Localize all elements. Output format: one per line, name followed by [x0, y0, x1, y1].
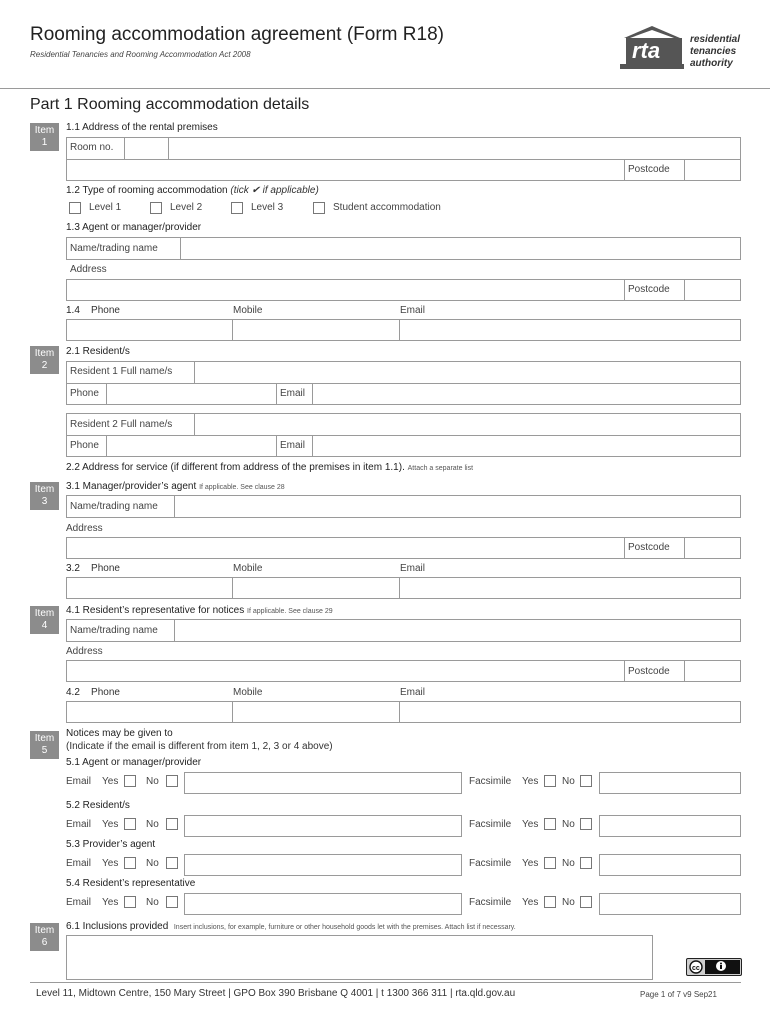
rta-mark: rta [632, 38, 661, 63]
item-1-tag: Item 1 [30, 123, 59, 151]
agent-mobile-label: Mobile [233, 305, 263, 316]
notice-5-1-fax-label: Facsimile [469, 776, 512, 787]
section-2-2-label: 2.2 Address for service (if different from address of the premises in item 1.1). Attach a separate list [66, 462, 474, 473]
managers-agent-postcode-divider [624, 537, 625, 559]
notice-5-2-fax-field[interactable] [599, 815, 741, 837]
section-1-2-label: 1.2 Type of rooming accommodation (tick ✔ if applicable) [66, 185, 319, 196]
notice-5-1-email-no-checkbox[interactable] [166, 775, 178, 787]
notice-5-2-label: 5.2 Resident/s [66, 800, 130, 811]
resident-2-label: Resident 2 Full name/s [70, 419, 173, 430]
resident-1-email-label: Email [280, 388, 306, 399]
notice-5-2-fax-label: Facsimile [469, 819, 512, 830]
managers-agent-contact-divider-2 [399, 577, 400, 599]
notice-5-2-email-field[interactable] [184, 815, 462, 837]
resident-2-email-divider-2 [312, 435, 313, 457]
act-subtitle: Residential Tenancies and Rooming Accommodation Act 2008 [30, 50, 251, 59]
notice-5-1-email-no-label: No [146, 776, 159, 787]
notice-5-3-fax-yes-checkbox[interactable] [544, 857, 556, 869]
notice-5-4-fax-field[interactable] [599, 893, 741, 915]
notice-5-4-email-label: Email [66, 897, 92, 908]
form-title: Rooming accommodation agreement (Form R18) [30, 24, 444, 45]
resident-1-email-divider [276, 383, 277, 405]
room-no-divider-2 [168, 137, 169, 159]
postcode-divider-2 [684, 159, 685, 181]
managers-agent-contact-divider-1 [232, 577, 233, 599]
notice-5-1-email-yes-label: Yes [102, 776, 119, 787]
notices-heading: Notices may be given to [66, 728, 173, 739]
notice-5-4-fax-yes-checkbox[interactable] [544, 896, 556, 908]
notice-5-4-email-yes-label: Yes [102, 897, 119, 908]
item-4-tag: Item 4 [30, 606, 59, 634]
premises-address-divider [66, 159, 741, 160]
notice-5-2-fax-yes-checkbox[interactable] [544, 818, 556, 830]
notice-5-3-email-field[interactable] [184, 854, 462, 876]
notice-5-2-email-yes-checkbox[interactable] [124, 818, 136, 830]
level-3-label: Level 3 [251, 202, 284, 213]
notice-5-3-email-yes-checkbox[interactable] [124, 857, 136, 869]
item-2-tag: Item 2 [30, 346, 59, 374]
representative-postcode-divider [624, 660, 625, 682]
notice-5-2-email-label: Email [66, 819, 92, 830]
section-4-2-label: 4.2 Phone [66, 687, 120, 698]
notice-5-1-label: 5.1 Agent or manager/provider [66, 757, 202, 768]
agent-postcode-divider [624, 279, 625, 301]
postcode-divider [624, 159, 625, 181]
inclusions-field[interactable] [66, 935, 653, 980]
notice-5-3-fax-field[interactable] [599, 854, 741, 876]
resident-2-phone-label: Phone [70, 440, 99, 451]
resident-1-divider [66, 383, 741, 384]
managers-agent-postcode-divider-2 [684, 537, 685, 559]
notice-5-1-fax-no-checkbox[interactable] [580, 775, 592, 787]
section-3-1-label: 3.1 Manager/provider’s agent If applicable. See clause 28 [66, 481, 285, 492]
notice-5-4-email-no-label: No [146, 897, 159, 908]
managers-agent-name-label: Name/trading name [70, 501, 158, 512]
section-1-1-label: 1.1 Address of the rental premises [66, 122, 218, 133]
notice-5-4-fax-label: Facsimile [469, 897, 512, 908]
notices-subheading: (Indicate if the email is different from item 1, 2, 3 or 4 above) [66, 741, 333, 752]
notice-5-4-fax-no-checkbox[interactable] [580, 896, 592, 908]
section-6-1-label: 6.1 Inclusions provided Insert inclusions, for example, furniture or other household goods let with the premises. Attach list if necessary. [66, 921, 516, 932]
resident-1-name-divider [194, 361, 195, 383]
notice-5-4-fax-no-label: No [562, 897, 575, 908]
section-1-3-label: 1.3 Agent or manager/provider [66, 222, 202, 233]
notice-5-1-fax-field[interactable] [599, 772, 741, 794]
item-3-tag: Item 3 [30, 482, 59, 510]
room-no-divider [124, 137, 125, 159]
notice-5-4-email-yes-checkbox[interactable] [124, 896, 136, 908]
notice-5-3-email-no-checkbox[interactable] [166, 857, 178, 869]
managers-agent-name-field[interactable] [66, 495, 741, 518]
notice-5-4-email-field[interactable] [184, 893, 462, 915]
level-2-checkbox[interactable] [150, 202, 162, 214]
notice-5-1-fax-no-label: No [562, 776, 575, 787]
notice-5-3-fax-no-checkbox[interactable] [580, 857, 592, 869]
representative-name-field[interactable] [66, 619, 741, 642]
form-code: (Form R18) [346, 24, 444, 45]
notice-5-3-fax-yes-label: Yes [522, 858, 539, 869]
resident-2-email-divider [276, 435, 277, 457]
agent-postcode-label: Postcode [628, 284, 670, 295]
representative-postcode-label: Postcode [628, 666, 670, 677]
section-4-1-label: 4.1 Resident’s representative for notices If applicable. See clause 29 [66, 605, 333, 616]
notice-5-2-email-no-label: No [146, 819, 159, 830]
resident-2-email-label: Email [280, 440, 306, 451]
resident-2-name-divider [194, 413, 195, 435]
notice-5-4-label: 5.4 Resident’s representative [66, 878, 196, 889]
notice-5-4-fax-yes-label: Yes [522, 897, 539, 908]
notice-5-1-fax-yes-label: Yes [522, 776, 539, 787]
managers-agent-contact-field[interactable] [66, 577, 741, 599]
header-divider [0, 88, 770, 89]
managers-agent-postcode-label: Postcode [628, 542, 670, 553]
notice-5-2-email-yes-label: Yes [102, 819, 119, 830]
notice-5-3-fax-label: Facsimile [469, 858, 512, 869]
agent-address-label: Address [70, 264, 107, 275]
agent-contact-field[interactable] [66, 319, 741, 341]
notice-5-1-email-yes-checkbox[interactable] [124, 775, 136, 787]
level-2-label: Level 2 [170, 202, 203, 213]
resident-1-phone-label: Phone [70, 388, 99, 399]
notice-5-3-email-no-label: No [146, 858, 159, 869]
agent-email-label: Email [400, 305, 426, 316]
managers-agent-name-divider [174, 495, 175, 518]
notice-5-1-fax-yes-checkbox[interactable] [544, 775, 556, 787]
notice-5-2-fax-yes-label: Yes [522, 819, 539, 830]
svg-text:cc: cc [692, 965, 700, 972]
resident-1-phone-divider [106, 383, 107, 405]
student-accommodation-checkbox[interactable] [313, 202, 325, 214]
representative-contact-field[interactable] [66, 701, 741, 723]
representative-address-label: Address [66, 646, 103, 657]
section-2-1-label: 2.1 Resident/s [66, 346, 130, 357]
rta-logo [618, 24, 742, 74]
postcode-label: Postcode [628, 164, 670, 175]
logo-line-1: residential [690, 34, 741, 45]
student-accommodation-label: Student accommodation [333, 202, 441, 213]
notice-5-1-email-field[interactable] [184, 772, 462, 794]
notice-5-3-email-label: Email [66, 858, 92, 869]
managers-agent-mobile-label: Mobile [233, 563, 263, 574]
level-1-label: Level 1 [89, 202, 122, 213]
logo-line-2: tenancies [690, 46, 737, 57]
representative-mobile-label: Mobile [233, 687, 263, 698]
resident-2-divider [66, 435, 741, 436]
section-3-2-label: 3.2 Phone [66, 563, 120, 574]
logo-line-3: authority [690, 58, 733, 69]
notice-5-1-email-label: Email [66, 776, 92, 787]
representative-contact-divider-1 [232, 701, 233, 723]
level-3-checkbox[interactable] [231, 202, 243, 214]
item-5-tag: Item 5 [30, 731, 59, 759]
resident-1-email-divider-2 [312, 383, 313, 405]
notice-5-3-label: 5.3 Provider’s agent [66, 839, 156, 850]
managers-agent-address-label: Address [66, 523, 103, 534]
footer-address: Level 11, Midtown Centre, 150 Mary Street | GPO Box 390 Brisbane Q 4001 | t 1300 366 311 | rta.qld.gov.au [36, 988, 516, 999]
notice-5-4-email-no-checkbox[interactable] [166, 896, 178, 908]
representative-name-label: Name/trading name [70, 625, 158, 636]
agent-name-field[interactable] [66, 237, 741, 260]
notice-5-3-fax-no-label: No [562, 858, 575, 869]
resident-2-phone-divider [106, 435, 107, 457]
section-1-4-label: 1.4 Phone [66, 305, 120, 316]
notice-5-2-fax-no-label: No [562, 819, 575, 830]
resident-1-label: Resident 1 Full name/s [70, 366, 173, 377]
item-6-tag: Item 6 [30, 923, 59, 951]
agent-name-label: Name/trading name [70, 243, 158, 254]
representative-email-label: Email [400, 687, 426, 698]
representative-postcode-divider-2 [684, 660, 685, 682]
agent-postcode-divider-2 [684, 279, 685, 301]
part-heading: Part 1 Rooming accommodation details [30, 96, 310, 113]
agent-contact-divider-1 [232, 319, 233, 341]
notice-5-2-email-no-checkbox[interactable] [166, 818, 178, 830]
agent-name-divider [180, 237, 181, 260]
creative-commons-badge-icon [686, 958, 742, 976]
page-number: Page 1 of 7 v9 Sep21 [640, 990, 717, 999]
notice-5-2-fax-no-checkbox[interactable] [580, 818, 592, 830]
level-1-checkbox[interactable] [69, 202, 81, 214]
agent-contact-divider-2 [399, 319, 400, 341]
room-no-label: Room no. [70, 142, 114, 153]
representative-contact-divider-2 [399, 701, 400, 723]
notice-5-3-email-yes-label: Yes [102, 858, 119, 869]
representative-name-divider [174, 619, 175, 642]
managers-agent-email-label: Email [400, 563, 426, 574]
footer-divider [30, 982, 741, 983]
